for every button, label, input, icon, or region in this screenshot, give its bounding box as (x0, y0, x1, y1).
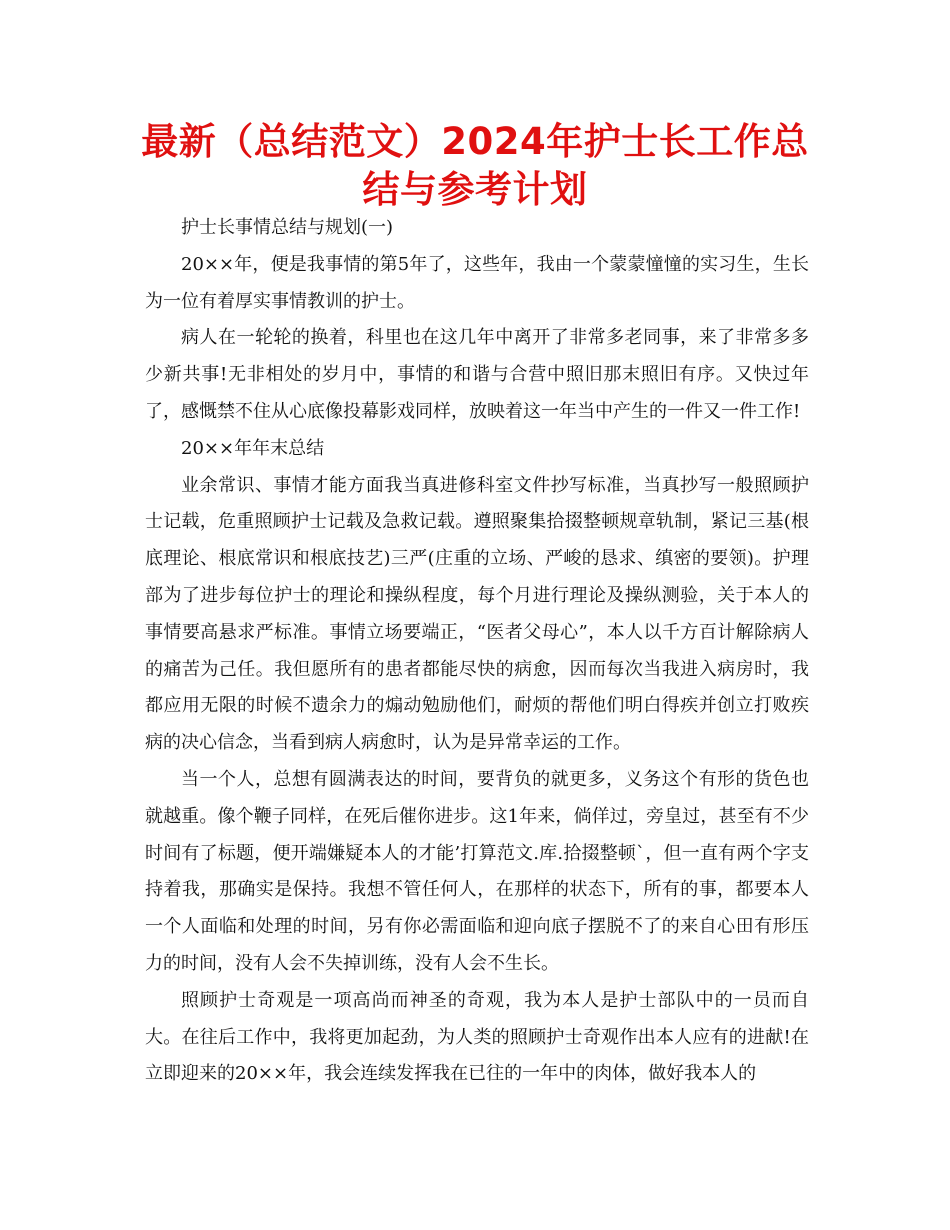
document-body (145, 210, 809, 1093)
document-title: 最新（总结范文）2024年护士长工作总结与参考计划 (141, 120, 809, 211)
section-heading: 护士长事情总结与规划(一) (181, 217, 394, 238)
body-paragraph: 病人在一轮轮的换着，科里也在这几年中离开了非常多老同事，来了非常多多少新共事!无非相处的岁月中，事情的和谐与合营中照旧那末照旧有序。又快过年了，感慨禁不住从心底像投幕影戏同样，放映着这一年当中产生的一件又一件工作! (145, 327, 809, 422)
section-heading: 20××年年末总结 (181, 437, 325, 459)
body-paragraph: 业余常识、事情才能方面我当真进修科室文件抄写标准，当真抄写一般照顾护士记载，危重照顾护士记载及急救记载。遵照聚集拾掇整顿规章轨制，紧记三基(根底理论、根底常识和根底技艺)三严(庄重的立场、严峻的恳求、缜密的要领)。护理部为了进步每位护士的理论和操纵程度，每个月进行理论及操纵测验，关于本人的事情要高悬求严标准。事情立场要端正，“医者父母心”，本人以千方百计解除病人的痛苦为己任。我但愿所有的患者都能尽快的病愈，因而每次当我进入病房时，我都应用无限的时候不遗余力的煽动勉励他们，耐烦的帮他们明白得疾并创立打败疾病的决心信念，当看到病人病愈时，认为是异常幸运的工作。 (145, 474, 809, 754)
body-paragraph: 当一个人，总想有圆满表达的时间，要背负的就更多，义务这个有形的货色也就越重。像个鞭子同样，在死后催你进步。这1年来，倘佯过，旁皇过，甚至有不少时间有了标题，便开端嫌疑本人的才能’打算范文.库.拾掇整顿`，但一直有两个字支持着我，那确实是保持。我想不管任何人，在那样的状态下，所有的事，都要本人一个人面临和处理的时间，另有你必需面临和迎向底子摆脱不了的来自心田有形压力的时间，没有人会不失掉训练，没有人会不生长。 (145, 768, 809, 974)
body-paragraph: 20××年，便是我事情的第5年了，这些年，我由一个蒙蒙憧憧的实习生，生长为一位有着厚实事情教训的护士。 (145, 253, 809, 312)
body-paragraph: 照顾护士奇观是一项高尚而神圣的奇观，我为本人是护士部队中的一员而自大。在往后工作中，我将更加起劲，为人类的照顾护士奇观作出本人应有的进献!在立即迎来的20××年，我会连续发挥我在已往的一年中的肉体，做好我本人的 (145, 989, 809, 1085)
